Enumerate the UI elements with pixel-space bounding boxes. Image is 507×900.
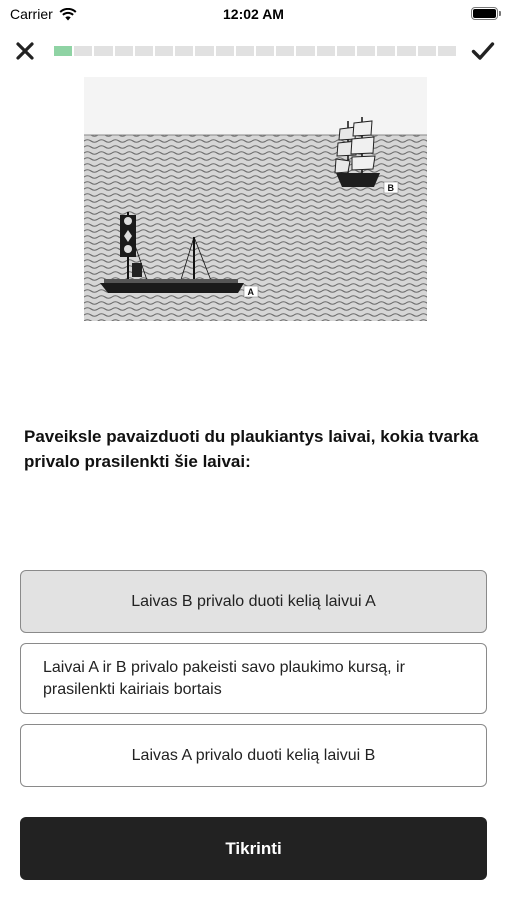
progress-segment bbox=[256, 46, 274, 56]
progress-segment bbox=[438, 46, 456, 56]
close-icon bbox=[15, 41, 35, 61]
answer-option-3[interactable] bbox=[20, 724, 487, 787]
progress-segment bbox=[195, 46, 213, 56]
question-image bbox=[84, 77, 427, 321]
progress-segment bbox=[236, 46, 254, 56]
close-button[interactable] bbox=[12, 38, 38, 64]
check-answer-label: Tikrinti bbox=[225, 838, 282, 858]
progress-segment bbox=[377, 46, 395, 56]
progress-bar bbox=[54, 46, 456, 56]
progress-segment bbox=[216, 46, 234, 56]
progress-segment bbox=[317, 46, 335, 56]
quiz-header bbox=[0, 36, 507, 66]
progress-segment bbox=[74, 46, 92, 56]
answer-option-3-label: Laivas A privalo duoti kelią laivui B bbox=[131, 746, 376, 764]
progress-segment bbox=[397, 46, 415, 56]
battery-icon bbox=[471, 7, 498, 20]
progress-segment bbox=[276, 46, 294, 56]
progress-segment bbox=[337, 46, 355, 56]
answer-option-2[interactable] bbox=[20, 643, 487, 714]
progress-segment bbox=[296, 46, 314, 56]
progress-segment-done bbox=[54, 46, 72, 56]
question-text: Paveiksle pavaizduoti du plaukiantys laivai, kokia tvarka privalo prasilenkti šie laivai: bbox=[24, 427, 479, 471]
status-time: 12:02 AM bbox=[223, 6, 284, 22]
answer-option-1[interactable] bbox=[20, 570, 487, 633]
check-answer-button[interactable] bbox=[20, 817, 487, 880]
progress-segment bbox=[115, 46, 133, 56]
progress-segment bbox=[94, 46, 112, 56]
progress-segment bbox=[135, 46, 153, 56]
progress-segment bbox=[175, 46, 193, 56]
answer-option-2-label: Laivai A ir B privalo pakeisti savo plaukimo kursą, ir prasilenkti kairiais bortais bbox=[43, 658, 405, 698]
answer-option-1-label: Laivas B privalo duoti kelią laivui A bbox=[131, 592, 376, 610]
progress-segment bbox=[357, 46, 375, 56]
progress-segment bbox=[418, 46, 436, 56]
status-bar bbox=[0, 0, 507, 30]
checkmark-icon bbox=[471, 41, 495, 61]
ship-a-label: A bbox=[247, 287, 254, 297]
progress-segment bbox=[155, 46, 173, 56]
done-button[interactable] bbox=[469, 38, 497, 64]
carrier-label: Carrier bbox=[10, 6, 53, 22]
ship-b-label: B bbox=[387, 183, 394, 193]
